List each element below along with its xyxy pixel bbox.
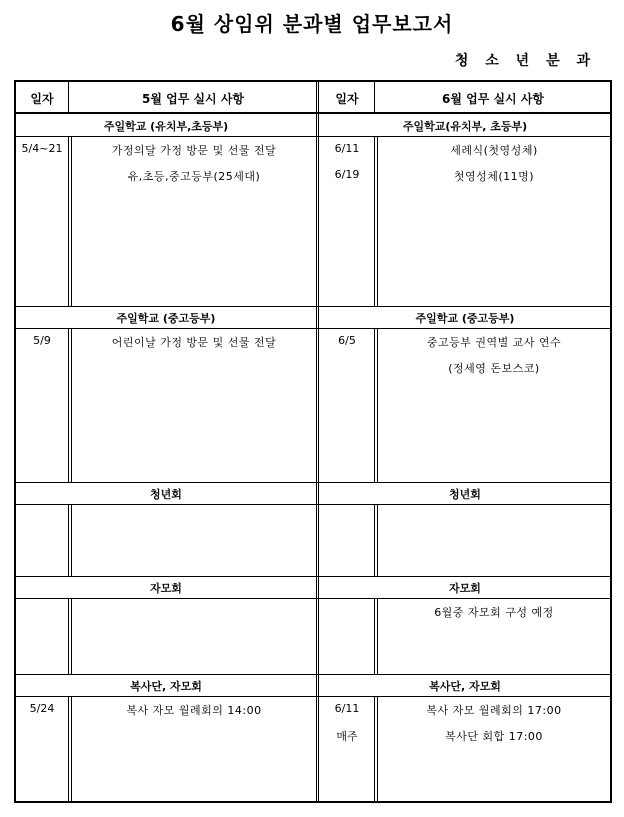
section-title-rule	[16, 504, 610, 505]
col-divider-left-date	[68, 136, 69, 306]
col-divider-right-date	[374, 136, 375, 306]
section-title-right: 자모회	[449, 582, 481, 595]
col-divider-left-date-2	[71, 136, 72, 306]
col-divider-left-date	[68, 328, 69, 482]
row-text-right: 세례식(첫영성체)	[450, 144, 538, 157]
section-title-rule	[16, 328, 610, 329]
col-divider-right-date	[374, 82, 375, 112]
row-date-right: 6/11	[334, 702, 360, 715]
row-date-right: 6/5	[338, 334, 356, 347]
row-date-right: 6/19	[334, 168, 360, 181]
row-date-left: 5/9	[33, 334, 51, 347]
row-text-left: 유,초등,중고등부(25세대)	[127, 170, 261, 183]
col-divider-left-date	[68, 696, 69, 801]
section-title-right: 주일학교(유치부, 초등부)	[402, 120, 528, 133]
row-text-right: 복사단 회합 17:00	[445, 730, 543, 743]
col-divider-right-date	[374, 504, 375, 576]
col-divider-left-date-2	[71, 598, 72, 674]
section-title-left: 청년회	[150, 488, 182, 501]
col-divider-middle	[316, 82, 319, 801]
row-text-left: 어린이날 가정 방문 및 선물 전달	[111, 336, 277, 349]
col-divider-left-date	[68, 82, 69, 112]
col-divider-right-date	[374, 328, 375, 482]
row-text-right: 6월중 자모회 구성 예정	[434, 606, 554, 619]
section-title-right: 복사단, 자모회	[429, 680, 501, 693]
section-title-left: 주일학교 (유치부,초등부)	[103, 120, 229, 133]
section-title-left: 자모회	[150, 582, 182, 595]
row-text-right: 첫영성체(11명)	[453, 170, 535, 183]
col-divider-right-date	[374, 696, 375, 801]
col-divider-left-date-2	[71, 328, 72, 482]
section-title-left: 주일학교 (중고등부)	[116, 312, 216, 325]
col-divider-right-date	[374, 598, 375, 674]
row-text-right: 중고등부 권역별 교사 연수	[426, 336, 562, 349]
col-divider-right-date-2	[377, 504, 378, 576]
col-divider-right-date-2	[377, 136, 378, 306]
section-title-rule	[16, 696, 610, 697]
row-text-right: (정세영 돈보스코)	[448, 362, 540, 375]
section-bottom-rule	[16, 482, 610, 483]
document-title: 6월 상임위 분과별 업무보고서	[170, 12, 454, 36]
report-table	[14, 80, 612, 803]
col-divider-left-date	[68, 598, 69, 674]
header-bottom-rule	[16, 112, 610, 114]
row-date-right: 6/11	[334, 142, 360, 155]
row-date-left: 5/24	[29, 702, 55, 715]
header-left-content: 5월 업무 실시 사항	[141, 92, 245, 106]
section-title-right: 청년회	[449, 488, 481, 501]
section-bottom-rule	[16, 674, 610, 675]
header-right-content: 6월 업무 실시 사항	[441, 92, 545, 106]
row-text-right: 복사 자모 월례회의 17:00	[426, 704, 562, 717]
section-bottom-rule	[16, 576, 610, 577]
row-date-left: 5/4~21	[21, 142, 63, 155]
header-left-date: 일자	[30, 92, 54, 106]
row-text-left: 복사 자모 월례회의 14:00	[126, 704, 262, 717]
row-text-left: 가정의달 가정 방문 및 선물 전달	[111, 144, 277, 157]
section-title-left: 복사단, 자모회	[130, 680, 202, 693]
department-label: 청 소 년 분 과	[454, 53, 596, 69]
section-bottom-rule	[16, 306, 610, 307]
col-divider-left-date	[68, 504, 69, 576]
header-right-date: 일자	[335, 92, 359, 106]
col-divider-left-date-2	[71, 504, 72, 576]
section-title-right: 주일학교 (중고등부)	[415, 312, 515, 325]
section-title-rule	[16, 598, 610, 599]
row-date-right: 매주	[336, 730, 358, 743]
section-title-rule	[16, 136, 610, 137]
col-divider-right-date-2	[377, 328, 378, 482]
